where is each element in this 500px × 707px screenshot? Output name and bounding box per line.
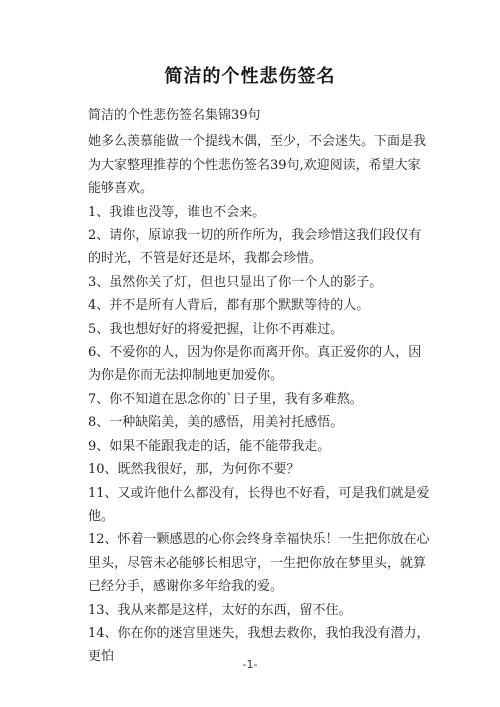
- list-item: 6、不爱你的人，因为你是你而离开你。真正爱你的人，因为你是你而无法抑制地更加爱你。: [88, 345, 422, 384]
- list-item: 4、并不是所有人背后，都有那个默默等待的人。: [88, 298, 370, 314]
- list-item: 13、我从来都是这样，太好的东西，留不住。: [88, 602, 352, 618]
- list-item: 12、怀着一颗感恩的心你会终身幸福快乐！一生把你放在心里头，尽管未必能够长相思守，一生把你放在梦里头，就算已经分手，感谢你多年给我的爱。: [88, 532, 430, 595]
- page-number: -1-: [242, 658, 258, 671]
- list-item: 2、请你，原谅我一切的所作所为，我会珍惜这我们段仅有的时光，不管是好还是坏，我都会珍惜。: [88, 228, 422, 267]
- list-item: 5、我也想好好的将爱把握，让你不再难过。: [88, 321, 344, 337]
- intro-paragraph: 她多么羡慕能做一个提线木偶，至少，不会迷失。下面是我为大家整理推荐的个性悲伤签名39句,欢迎阅读，希望大家能够喜欢。: [88, 134, 427, 197]
- document-subtitle: 简洁的个性悲伤签名集锦39句: [88, 108, 261, 123]
- list-item: 8、一种缺陷美，美的感悟，用美衬托感悟。: [88, 415, 344, 431]
- list-item: 7、你不知道在思念你的`日子里，我有多难熬。: [88, 391, 363, 407]
- document-title: 简洁的个性悲伤签名: [164, 66, 336, 87]
- document-body: [88, 104, 433, 669]
- list-item: 1、我谁也没等，谁也不会来。: [88, 204, 266, 220]
- list-item: 11、又或许他什么都没有，长得也不好看，可是我们就是爱他。: [88, 485, 430, 524]
- list-item: 9、如果不能跟我走的话，能不能带我走。: [88, 438, 331, 454]
- list-item: 3、虽然你关了灯，但也只显出了你一个人的影子。: [88, 274, 383, 290]
- list-item: 10、既然我很好，那，为何你不要？: [88, 462, 300, 478]
- list-item: 14、你在你的迷宫里迷失，我想去救你，我怕我没有潜力，更怕: [88, 625, 430, 665]
